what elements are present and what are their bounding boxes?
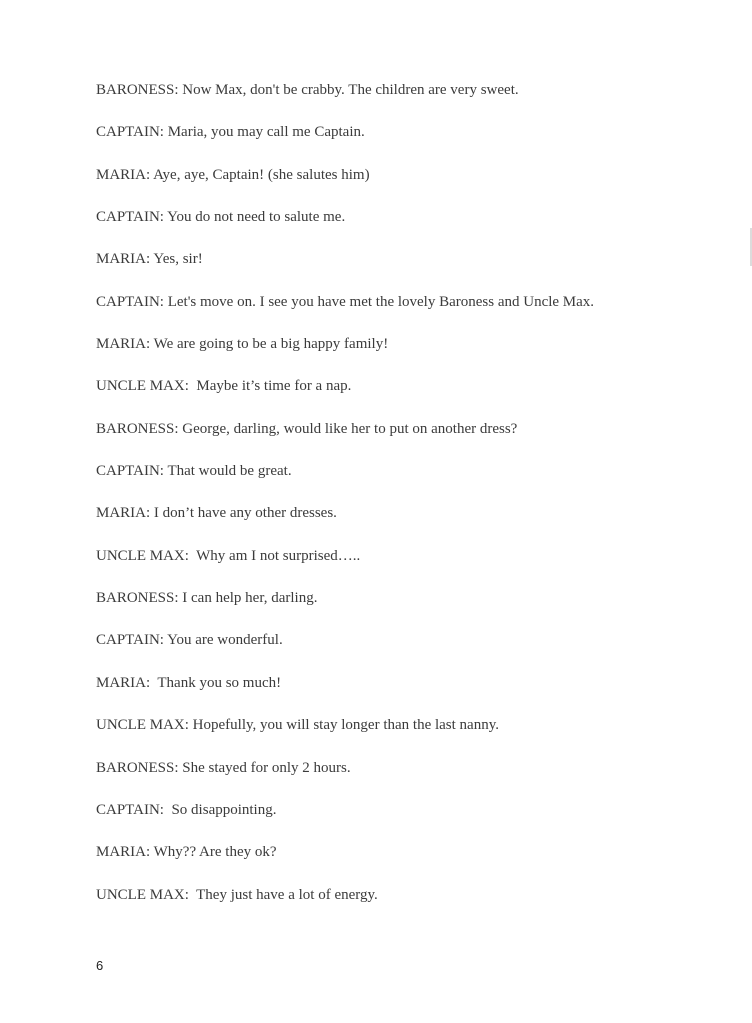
dialogue-line: MARIA: We are going to be a big happy family! bbox=[96, 336, 389, 353]
dialogue-line: MARIA: I don’t have any other dresses. bbox=[96, 505, 337, 522]
dialogue-line: BARONESS: I can help her, darling. bbox=[96, 590, 318, 607]
dialogue-line: BARONESS: Now Max, don't be crabby. The children are very sweet. bbox=[96, 82, 519, 98]
dialogue-line: MARIA: Yes, sir! bbox=[96, 251, 203, 268]
dialogue-line: MARIA: Aye, aye, Captain! (she salutes him) bbox=[96, 166, 370, 183]
dialogue-line: CAPTAIN: So disappointing. bbox=[96, 801, 277, 818]
dialogue-line: UNCLE MAX: Why am I not surprised….. bbox=[96, 547, 361, 564]
dialogue-line: UNCLE MAX: They just have a lot of energy. bbox=[96, 886, 378, 903]
dialogue-line: CAPTAIN: That would be great. bbox=[96, 463, 292, 480]
dialogue-line: CAPTAIN: You do not need to salute me. bbox=[96, 209, 346, 226]
dialogue-line: UNCLE MAX: Maybe it’s time for a nap. bbox=[96, 378, 352, 395]
dialogue-line: UNCLE MAX: Hopefully, you will stay longer than the last nanny. bbox=[96, 717, 499, 734]
dialogue-line: BARONESS: She stayed for only 2 hours. bbox=[96, 759, 351, 776]
dialogue-line: CAPTAIN: Maria, you may call me Captain. bbox=[96, 124, 365, 141]
page-number: 6 bbox=[96, 958, 104, 973]
dialogue-line: CAPTAIN: You are wonderful. bbox=[96, 632, 283, 649]
dialogue-line: BARONESS: George, darling, would like her to put on another dress? bbox=[96, 420, 518, 437]
dialogue-line: MARIA: Why?? Are they ok? bbox=[96, 844, 277, 861]
dialogue-line: MARIA: Thank you so much! bbox=[96, 674, 282, 691]
dialogue-line: CAPTAIN: Let's move on. I see you have met the lovely Baroness and Uncle Max. bbox=[96, 293, 595, 310]
script-dialogue bbox=[96, 80, 716, 927]
